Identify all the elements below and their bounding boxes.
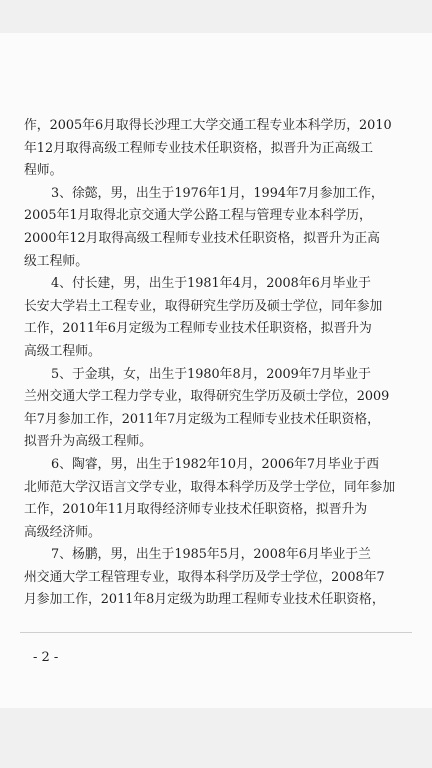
text-line: 高级工程师。 (24, 343, 101, 359)
text-line: 拟晋升为高级工程师。 (24, 434, 152, 450)
text-line: 程师。 (24, 163, 63, 179)
document-page (0, 33, 432, 708)
text-line: 3、徐懿，男，出生于1976年1月，1994年7月参加工作， (51, 185, 384, 201)
text-line: 级工程师。 (24, 253, 88, 269)
text-line: 长安大学岩土工程专业，取得研究生学历及硕士学位，同年参加 (24, 298, 383, 314)
text-line: 6、陶睿，男，出生于1982年10月，2006年7月毕业于西 (51, 456, 380, 472)
text-line: 年7月参加工作，2011年7月定级为工程师专业技术任职资格， (24, 411, 380, 427)
text-line: 5、于金琪，女，出生于1980年8月，2009年7月毕业于 (51, 366, 371, 382)
text-line: 7、杨鹏，男，出生于1985年5月，2008年6月毕业于兰 (51, 547, 371, 563)
text-line: 2000年12月取得高级工程师专业技术任职资格，拟晋升为正高 (24, 230, 380, 246)
footer-divider (20, 632, 412, 633)
text-line: 州交通大学工程管理专业，取得本科学历及学士学位，2008年7 (24, 569, 385, 585)
text-line: 兰州交通大学工程力学专业，取得研究生学历及硕士学位，2009 (24, 389, 390, 405)
text-line: 工作，2010年11月取得经济师专业技术任职资格，拟晋升为 (24, 502, 368, 518)
text-line: 作，2005年6月取得长沙理工大学交通工程专业本科学历，2010 (24, 118, 392, 133)
text-line: 4、付长建，男，出生于1981年4月，2008年6月毕业于 (51, 276, 371, 292)
text-line: 年12月取得高级工程师专业技术任职资格，拟晋升为正高级工 (24, 140, 374, 156)
page-number: - 2 - (33, 650, 59, 665)
text-line: 月参加工作，2011年8月定级为助理工程师专业技术任职资格， (24, 592, 385, 608)
text-line: 北师范大学汉语言文学专业，取得本科学历及学士学位，同年参加 (24, 479, 396, 495)
body-text (24, 115, 396, 612)
text-line: 工作，2011年6月定级为工程师专业技术任职资格，拟晋升为 (24, 321, 372, 337)
text-line: 高级经济师。 (24, 524, 101, 540)
text-line: 2005年1月取得北京交通大学公路工程与管理专业本科学历， (24, 208, 372, 224)
